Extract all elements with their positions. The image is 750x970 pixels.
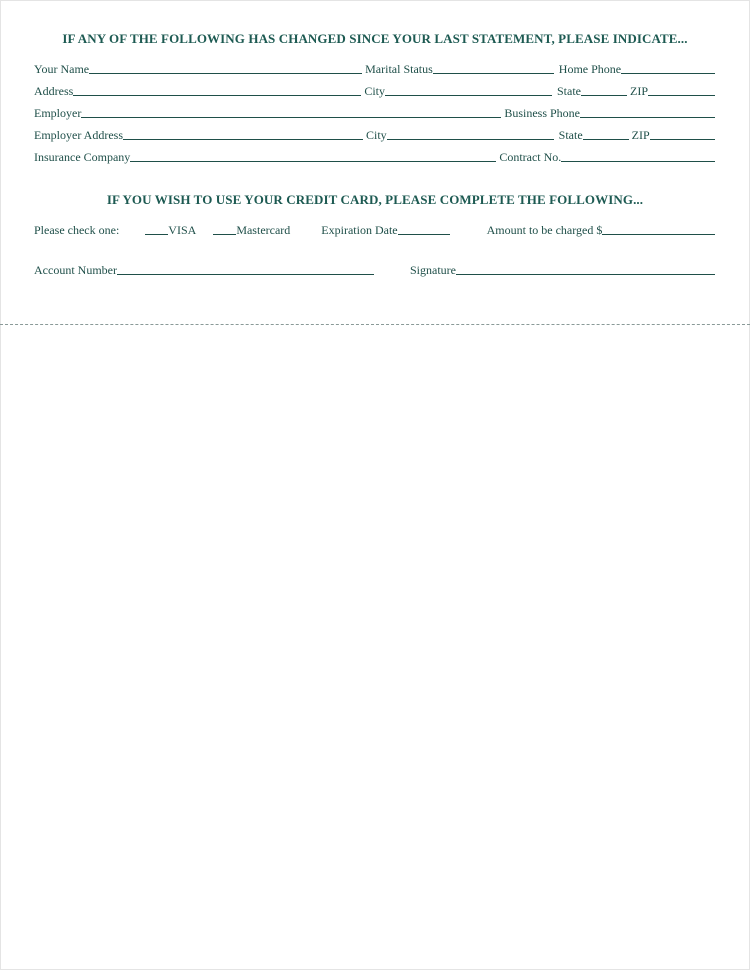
amount-charged-label: Amount to be charged $ (486, 223, 603, 237)
visa-label: VISA (168, 223, 197, 237)
contract-no-field[interactable] (561, 149, 715, 162)
city-label: City (364, 84, 385, 98)
marital-status-field[interactable] (433, 61, 554, 74)
row-card-type (34, 221, 715, 237)
signature-field[interactable] (456, 262, 715, 275)
business-phone-label: Business Phone (504, 106, 581, 120)
zip-field[interactable] (648, 83, 715, 96)
change-info-heading: IF ANY OF THE FOLLOWING HAS CHANGED SINCE YOUR LAST STATEMENT, PLEASE INDICATE... (62, 31, 688, 46)
employer-label: Employer (34, 106, 82, 120)
address-label: Address (34, 84, 74, 98)
contract-no-label: Contract No. (499, 150, 562, 164)
zip-label: ZIP (630, 84, 648, 98)
home-phone-label: Home Phone (558, 62, 622, 76)
expiration-date-label: Expiration Date (321, 223, 398, 237)
employer-city-label: City (366, 128, 387, 142)
please-check-label: Please check one: (34, 223, 120, 237)
mastercard-label: Mastercard (236, 223, 291, 237)
signature-label: Signature (409, 263, 456, 277)
row-address (34, 82, 715, 98)
city-field[interactable] (385, 83, 552, 96)
your-name-field[interactable] (89, 61, 362, 74)
state-label: State (557, 84, 581, 98)
employer-city-field[interactable] (387, 127, 554, 140)
account-number-field[interactable] (117, 262, 374, 275)
employer-address-label: Employer Address (34, 128, 123, 142)
insurance-company-label: Insurance Company (34, 150, 131, 164)
employer-state-field[interactable] (583, 127, 629, 140)
employer-zip-label: ZIP (631, 128, 650, 142)
home-phone-field[interactable] (621, 61, 715, 74)
state-field[interactable] (581, 83, 627, 96)
tear-off-divider (0, 324, 750, 325)
visa-checkbox[interactable] (145, 222, 168, 235)
mastercard-checkbox[interactable] (213, 222, 236, 235)
insurance-company-field[interactable] (130, 149, 496, 162)
credit-card-heading: IF YOU WISH TO USE YOUR CREDIT CARD, PLEASE COMPLETE THE FOLLOWING... (106, 192, 644, 207)
row-employer (34, 104, 715, 120)
business-phone-field[interactable] (580, 105, 715, 118)
account-number-label: Account Number (34, 263, 117, 277)
address-field[interactable] (73, 83, 361, 96)
row-name (34, 60, 715, 76)
marital-status-label: Marital Status (365, 62, 433, 76)
employer-field[interactable] (81, 105, 501, 118)
employer-state-label: State (558, 128, 583, 142)
your-name-label: Your Name (34, 62, 90, 76)
amount-charged-field[interactable] (602, 222, 715, 235)
row-employer-address (34, 126, 715, 142)
expiration-date-field[interactable] (398, 222, 450, 235)
row-account (34, 261, 715, 277)
employer-zip-field[interactable] (650, 127, 715, 140)
employer-address-field[interactable] (123, 127, 363, 140)
row-insurance (34, 148, 715, 164)
